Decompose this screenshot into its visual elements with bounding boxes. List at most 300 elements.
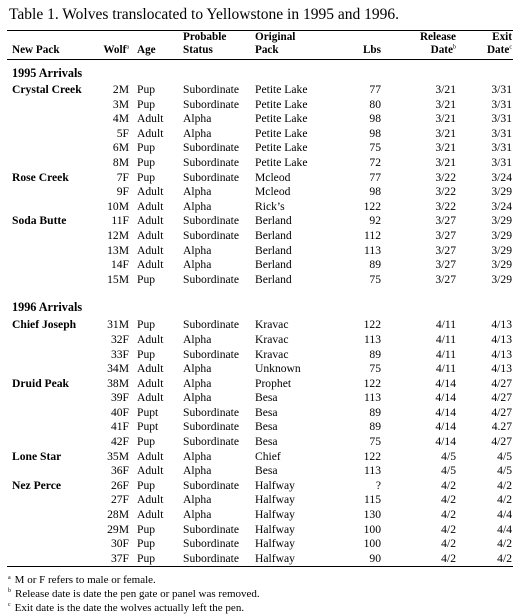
- cell-exit-date: 4/5: [497, 449, 512, 463]
- header-age: Age: [137, 44, 156, 56]
- table-row: [7, 83, 513, 98]
- cell-wolf: 38M: [107, 376, 129, 390]
- cell-status: Subordinate: [183, 272, 240, 286]
- cell-lbs: 98: [369, 112, 381, 126]
- cell-lbs: 100: [363, 537, 381, 551]
- cell-status: Subordinate: [183, 214, 240, 228]
- cell-age: Adult: [137, 185, 164, 199]
- cell-release-date: 3/21: [435, 83, 456, 96]
- cell-wolf: 36F: [110, 464, 129, 478]
- cell-wolf: 28M: [107, 508, 129, 522]
- cell-age: Adult: [137, 493, 164, 507]
- cell-release-date: 4/2: [441, 522, 456, 536]
- cell-new-pack: [7, 362, 95, 377]
- cell-exit-date: 3/24: [491, 199, 512, 213]
- cell-new-pack: Lone Star: [12, 449, 62, 463]
- cell-new-pack: [7, 493, 95, 508]
- table-row: [7, 156, 513, 171]
- cell-exit-date: 3/24: [491, 170, 512, 184]
- cell-new-pack: [7, 141, 95, 156]
- table-row: [7, 391, 513, 406]
- cell-lbs: 112: [364, 228, 381, 242]
- section-heading: 1996 Arrivals: [12, 300, 83, 315]
- cell-exit-date: 4/2: [497, 493, 512, 507]
- cell-new-pack: [7, 112, 95, 127]
- cell-age: Pup: [137, 435, 156, 449]
- cell-release-date: 4/2: [441, 551, 456, 565]
- cell-wolf: 37F: [110, 551, 129, 565]
- cell-release-date: 4/2: [441, 478, 456, 492]
- cell-status: Subordinate: [183, 420, 240, 434]
- cell-age: Pup: [137, 478, 156, 492]
- cell-new-pack: [7, 552, 95, 567]
- cell-original-pack: Kravac: [255, 332, 289, 346]
- cell-exit-date: 4/2: [497, 551, 512, 565]
- table-row: [7, 377, 513, 392]
- cell-exit-date: 3/29: [491, 228, 512, 242]
- document-page: [7, 6, 513, 615]
- cell-release-date: 3/22: [435, 199, 456, 213]
- cell-wolf: 30F: [110, 537, 129, 551]
- cell-release-date: 4/2: [441, 508, 456, 522]
- cell-exit-date: 4/27: [491, 391, 512, 405]
- cell-wolf: 26F: [110, 478, 129, 492]
- cell-original-pack: Kravac: [255, 318, 289, 332]
- cell-lbs: 100: [363, 522, 381, 536]
- cell-exit-date: 3/31: [491, 126, 512, 140]
- cell-original-pack: Petite Lake: [255, 112, 308, 126]
- cell-exit-date: 4/13: [491, 347, 512, 361]
- cell-lbs: 75: [369, 435, 381, 449]
- cell-status: Subordinate: [183, 97, 240, 111]
- cell-wolf: 32F: [110, 332, 129, 346]
- cell-wolf: 10M: [107, 199, 129, 213]
- cell-release-date: 4/11: [435, 318, 456, 332]
- cell-wolf: 41F: [110, 420, 129, 434]
- cell-release-date: 3/21: [435, 97, 456, 111]
- table-row: [7, 435, 513, 450]
- cell-status: Alpha: [183, 391, 212, 405]
- cell-release-date: 4/2: [441, 493, 456, 507]
- cell-status: Subordinate: [183, 405, 240, 419]
- cell-lbs: 89: [369, 420, 381, 434]
- cell-wolf: 29M: [107, 522, 129, 536]
- cell-release-date: 4/14: [435, 391, 456, 405]
- section-heading: 1995 Arrivals: [12, 66, 83, 80]
- cell-status: Alpha: [183, 449, 212, 463]
- cell-exit-date: 3/31: [491, 141, 512, 155]
- cell-status: Alpha: [183, 376, 212, 390]
- cell-lbs: 75: [369, 272, 381, 286]
- cell-age: Pup: [137, 551, 156, 565]
- cell-wolf: 5F: [116, 126, 129, 140]
- cell-original-pack: Petite Lake: [255, 126, 308, 140]
- table-row: [7, 214, 513, 229]
- cell-age: Adult: [137, 376, 164, 390]
- cell-new-pack: [7, 273, 95, 293]
- cell-status: Alpha: [183, 199, 212, 213]
- cell-lbs: 113: [364, 391, 381, 405]
- cell-original-pack: Besa: [255, 420, 278, 434]
- cell-age: Adult: [137, 332, 164, 346]
- cell-original-pack: Mcleod: [255, 185, 291, 199]
- cell-release-date: 4/5: [441, 464, 456, 478]
- cell-release-date: 3/21: [435, 141, 456, 155]
- header-lbs: Lbs: [362, 44, 381, 56]
- cell-exit-date: 4/27: [491, 435, 512, 449]
- cell-new-pack: Chief Joseph: [12, 318, 77, 332]
- cell-original-pack: Besa: [255, 391, 278, 405]
- cell-age: Adult: [137, 508, 164, 522]
- table-row: [7, 318, 513, 333]
- cell-exit-date: 4/27: [491, 405, 512, 419]
- cell-new-pack: [7, 523, 95, 538]
- table-row: [7, 244, 513, 259]
- cell-wolf: 15M: [107, 272, 129, 286]
- cell-status: Alpha: [183, 332, 212, 346]
- cell-lbs: 90: [369, 551, 381, 565]
- cell-exit-date: 3/31: [491, 155, 512, 169]
- cell-new-pack: Crystal Creek: [12, 83, 82, 96]
- cell-new-pack: [7, 537, 95, 552]
- cell-age: Pupt: [137, 405, 159, 419]
- cell-wolf: 4M: [112, 112, 129, 126]
- cell-new-pack: [7, 333, 95, 348]
- cell-new-pack: [7, 420, 95, 435]
- section-heading-row: [7, 60, 513, 83]
- cell-release-date: 3/21: [435, 155, 456, 169]
- cell-lbs: 89: [369, 258, 381, 272]
- cell-new-pack: [7, 258, 95, 273]
- cell-release-date: 4/14: [435, 435, 456, 449]
- cell-age: Pup: [137, 97, 156, 111]
- cell-new-pack: Soda Butte: [12, 214, 67, 228]
- cell-lbs: 92: [369, 214, 381, 228]
- cell-new-pack: [7, 98, 95, 113]
- cell-status: Subordinate: [183, 318, 240, 332]
- table-row: [7, 229, 513, 244]
- table-row: [7, 552, 513, 567]
- table-row: [7, 406, 513, 421]
- section-heading-row: [7, 292, 513, 318]
- cell-new-pack: [7, 508, 95, 523]
- cell-original-pack: Besa: [255, 435, 278, 449]
- cell-age: Pup: [137, 347, 156, 361]
- cell-release-date: 3/22: [435, 170, 456, 184]
- cell-lbs: 113: [364, 464, 381, 478]
- cell-wolf: 9F: [116, 185, 129, 199]
- cell-age: Pupt: [137, 420, 159, 434]
- cell-exit-date: 4/2: [497, 478, 512, 492]
- table-row: [7, 479, 513, 494]
- cell-wolf: 31M: [107, 318, 129, 332]
- cell-status: Alpha: [183, 112, 212, 126]
- cell-original-pack: Mcleod: [255, 170, 291, 184]
- cell-age: Adult: [137, 464, 164, 478]
- header-wolf: Wolf$^a$: [103, 44, 129, 56]
- cell-lbs: 115: [364, 493, 381, 507]
- table-row: [7, 171, 513, 186]
- cell-new-pack: [7, 127, 95, 142]
- cell-exit-date: 3/29: [491, 214, 512, 228]
- cell-lbs: 122: [363, 318, 381, 332]
- table-row: [7, 273, 513, 293]
- cell-exit-date: 4/4: [497, 508, 512, 522]
- cell-exit-date: 3/29: [491, 258, 512, 272]
- bottom-rule: [7, 566, 513, 567]
- header-exit-date: Exit Date$^c$: [486, 31, 512, 56]
- cell-wolf: 13M: [107, 243, 129, 257]
- cell-age: Pup: [137, 537, 156, 551]
- cell-exit-date: 4/5: [497, 464, 512, 478]
- cell-new-pack: [7, 464, 95, 479]
- cell-wolf: 35M: [107, 449, 129, 463]
- cell-status: Alpha: [183, 464, 212, 478]
- cell-original-pack: Rick’s: [255, 199, 285, 213]
- footnote-b: $^b$ Release date is date the pen gate or panel was removed.: [8, 588, 260, 600]
- table-header: [7, 31, 513, 60]
- cell-original-pack: Halfway: [255, 478, 295, 492]
- cell-lbs: ?: [375, 478, 381, 492]
- cell-release-date: 3/27: [435, 228, 456, 242]
- cell-age: Pup: [137, 170, 156, 184]
- cell-new-pack: [7, 229, 95, 244]
- cell-wolf: 33F: [110, 347, 129, 361]
- cell-lbs: 75: [369, 362, 381, 376]
- cell-wolf: 34M: [107, 362, 129, 376]
- table-row: [7, 185, 513, 200]
- cell-release-date: 4/5: [441, 449, 456, 463]
- cell-new-pack: Druid Peak: [12, 376, 70, 390]
- footnotes: [7, 574, 513, 615]
- table-title: Table 1. Wolves translocated to Yellowstone in 1995 and 1996.: [9, 6, 399, 23]
- cell-age: Adult: [137, 112, 164, 126]
- cell-original-pack: Halfway: [255, 508, 295, 522]
- cell-status: Subordinate: [183, 551, 240, 565]
- cell-age: Adult: [137, 258, 164, 272]
- cell-age: Adult: [137, 391, 164, 405]
- table-row: [7, 333, 513, 348]
- cell-age: Adult: [137, 449, 164, 463]
- cell-release-date: 3/27: [435, 214, 456, 228]
- table-row: [7, 508, 513, 523]
- cell-original-pack: Petite Lake: [255, 97, 308, 111]
- table-row: [7, 493, 513, 508]
- table-row: [7, 420, 513, 435]
- cell-wolf: 39F: [110, 391, 129, 405]
- table-row: [7, 112, 513, 127]
- header-original-pack: Original Pack: [255, 31, 296, 56]
- cell-release-date: 4/2: [441, 537, 456, 551]
- cell-new-pack: [7, 200, 95, 215]
- table-row: [7, 141, 513, 156]
- header-new-pack: New Pack: [12, 44, 60, 56]
- cell-exit-date: 4/13: [491, 318, 512, 332]
- table-row: [7, 537, 513, 552]
- cell-exit-date: 4/13: [491, 332, 512, 346]
- cell-original-pack: Berland: [255, 272, 292, 286]
- cell-new-pack: [7, 435, 95, 450]
- cell-lbs: 113: [364, 243, 381, 257]
- cell-age: Pup: [137, 522, 156, 536]
- cell-original-pack: Prophet: [255, 376, 292, 390]
- cell-lbs: 122: [363, 449, 381, 463]
- cell-exit-date: 4/27: [491, 376, 512, 390]
- cell-lbs: 80: [369, 97, 381, 111]
- cell-age: Adult: [137, 362, 164, 376]
- cell-status: Subordinate: [183, 170, 240, 184]
- cell-wolf: 40F: [110, 405, 129, 419]
- cell-wolf: 12M: [107, 228, 129, 242]
- cell-release-date: 3/21: [435, 126, 456, 140]
- cell-age: Adult: [137, 243, 164, 257]
- cell-original-pack: Berland: [255, 228, 292, 242]
- cell-new-pack: Nez Perce: [12, 478, 62, 492]
- cell-original-pack: Chief: [255, 449, 281, 463]
- cell-status: Subordinate: [183, 83, 240, 96]
- cell-original-pack: Petite Lake: [255, 83, 308, 96]
- cell-lbs: 130: [363, 508, 381, 522]
- cell-lbs: 89: [369, 405, 381, 419]
- cell-status: Subordinate: [183, 478, 240, 492]
- table-body: [7, 60, 513, 566]
- footnote-a: $^a$ M or F refers to male or female.: [8, 574, 156, 587]
- cell-release-date: 3/22: [435, 185, 456, 199]
- cell-status: Alpha: [183, 362, 212, 376]
- cell-exit-date: 3/31: [491, 112, 512, 126]
- cell-new-pack: [7, 185, 95, 200]
- table-row: [7, 98, 513, 113]
- cell-exit-date: 3/29: [491, 185, 512, 199]
- cell-status: Subordinate: [183, 522, 240, 536]
- header-probable-status: Probable Status: [183, 31, 227, 56]
- cell-release-date: 4/11: [435, 332, 456, 346]
- cell-age: Adult: [137, 199, 164, 213]
- cell-new-pack: [7, 391, 95, 406]
- cell-status: Subordinate: [183, 347, 240, 361]
- cell-wolf: 8M: [112, 155, 129, 169]
- cell-original-pack: Kravac: [255, 347, 289, 361]
- cell-status: Alpha: [183, 258, 212, 272]
- cell-status: Alpha: [183, 185, 212, 199]
- cell-release-date: 3/27: [435, 272, 456, 286]
- cell-age: Adult: [137, 214, 164, 228]
- cell-exit-date: 4.27: [491, 420, 512, 434]
- cell-wolf: 3M: [112, 97, 129, 111]
- cell-new-pack: [7, 244, 95, 259]
- cell-original-pack: Berland: [255, 258, 292, 272]
- cell-status: Alpha: [183, 493, 212, 507]
- cell-original-pack: Halfway: [255, 493, 295, 507]
- cell-original-pack: Unknown: [255, 362, 301, 376]
- cell-status: Subordinate: [183, 141, 240, 155]
- cell-age: Adult: [137, 126, 164, 140]
- cell-lbs: 113: [364, 332, 381, 346]
- cell-age: Pup: [137, 318, 156, 332]
- cell-status: Alpha: [183, 126, 212, 140]
- cell-status: Alpha: [183, 508, 212, 522]
- cell-lbs: 75: [369, 141, 381, 155]
- cell-lbs: 98: [369, 185, 381, 199]
- cell-status: Alpha: [183, 243, 212, 257]
- cell-original-pack: Besa: [255, 464, 278, 478]
- cell-age: Pup: [137, 155, 156, 169]
- cell-age: Adult: [137, 228, 164, 242]
- cell-original-pack: Halfway: [255, 522, 295, 536]
- cell-exit-date: 4/4: [497, 522, 512, 536]
- cell-wolf: 42F: [110, 435, 129, 449]
- cell-lbs: 89: [369, 347, 381, 361]
- table-row: [7, 450, 513, 465]
- cell-exit-date: 4/2: [497, 537, 512, 551]
- cell-age: Pup: [137, 141, 156, 155]
- cell-lbs: 122: [363, 199, 381, 213]
- cell-original-pack: Berland: [255, 243, 292, 257]
- cell-release-date: 4/14: [435, 405, 456, 419]
- cell-wolf: 7F: [116, 170, 129, 184]
- table-row: [7, 258, 513, 273]
- cell-exit-date: 3/31: [491, 97, 512, 111]
- cell-lbs: 72: [369, 155, 381, 169]
- cell-release-date: 4/14: [435, 420, 456, 434]
- wolves-table: [7, 31, 513, 566]
- table-row: [7, 362, 513, 377]
- cell-new-pack: [7, 156, 95, 171]
- cell-release-date: 3/21: [435, 112, 456, 126]
- cell-lbs: 77: [369, 170, 381, 184]
- cell-exit-date: 4/13: [491, 362, 512, 376]
- cell-original-pack: Petite Lake: [255, 141, 308, 155]
- cell-age: Pup: [137, 83, 156, 96]
- cell-original-pack: Petite Lake: [255, 155, 308, 169]
- cell-wolf: 14F: [110, 258, 129, 272]
- cell-new-pack: Rose Creek: [12, 170, 69, 184]
- table-row: [7, 523, 513, 538]
- footnote-c: $^c$ Exit date is the date the wolves actually left the pen.: [8, 601, 245, 614]
- cell-release-date: 4/11: [435, 362, 456, 376]
- cell-original-pack: Berland: [255, 214, 292, 228]
- cell-release-date: 3/27: [435, 258, 456, 272]
- cell-new-pack: [7, 406, 95, 421]
- cell-exit-date: 3/29: [491, 272, 512, 286]
- cell-new-pack: [7, 348, 95, 363]
- cell-wolf: 27F: [110, 493, 129, 507]
- cell-lbs: 77: [369, 83, 381, 96]
- cell-status: Subordinate: [183, 435, 240, 449]
- cell-status: Subordinate: [183, 228, 240, 242]
- cell-wolf: 6M: [112, 141, 129, 155]
- header-release-date: Release Date$^b$: [419, 31, 456, 56]
- cell-original-pack: Halfway: [255, 551, 295, 565]
- cell-wolf: 11F: [111, 214, 129, 228]
- cell-original-pack: Besa: [255, 405, 278, 419]
- cell-release-date: 4/11: [435, 347, 456, 361]
- table-row: [7, 127, 513, 142]
- cell-exit-date: 3/29: [491, 243, 512, 257]
- table-row: [7, 348, 513, 363]
- table-row: [7, 200, 513, 215]
- cell-original-pack: Halfway: [255, 537, 295, 551]
- cell-lbs: 122: [363, 376, 381, 390]
- table-row: [7, 464, 513, 479]
- cell-status: Subordinate: [183, 155, 240, 169]
- cell-release-date: 4/14: [435, 376, 456, 390]
- cell-exit-date: 3/31: [491, 83, 512, 96]
- cell-age: Pup: [137, 272, 156, 286]
- cell-status: Subordinate: [183, 537, 240, 551]
- cell-release-date: 3/27: [435, 243, 456, 257]
- cell-lbs: 98: [369, 126, 381, 140]
